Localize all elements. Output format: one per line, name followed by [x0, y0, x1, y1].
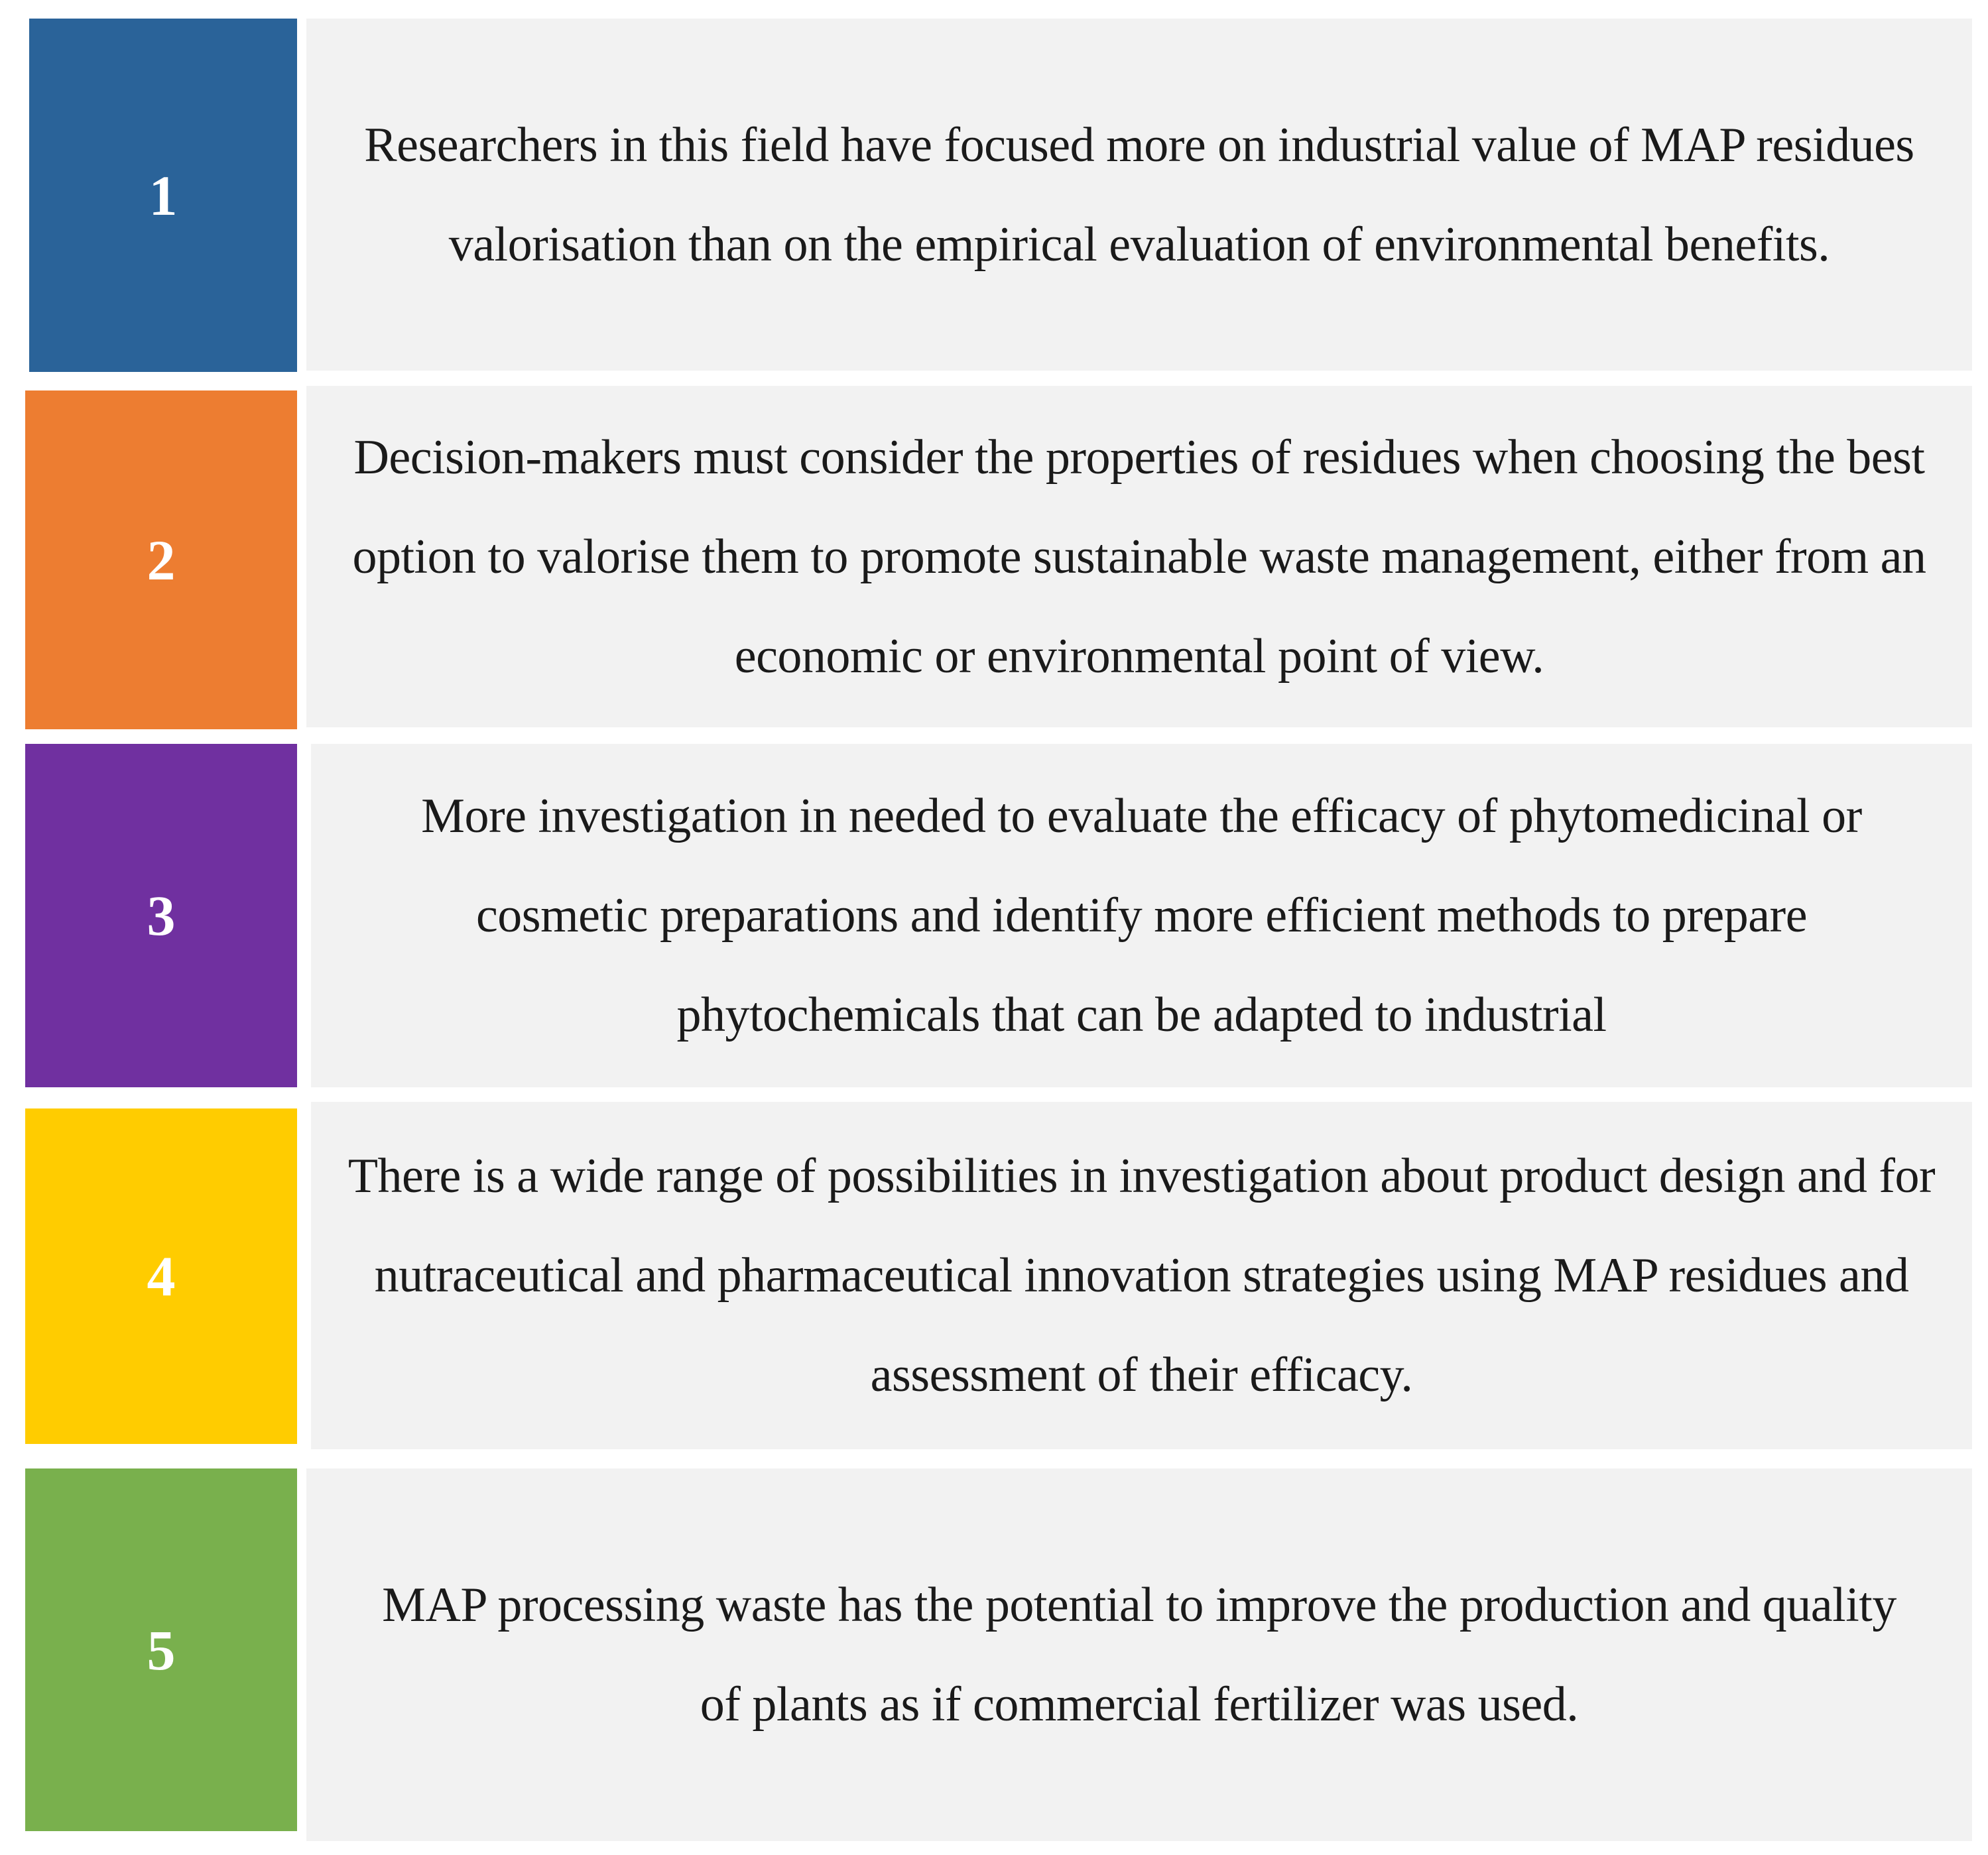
- text-box-1: [306, 19, 1972, 371]
- item-text-4: There is a wide range of possibilities in investigation about product design and for nutraceutical and pharmaceutical innovation strategies using MAP residues and assessment of their efficacy.: [347, 1149, 1936, 1402]
- text-box-5: [306, 1468, 1972, 1841]
- item-text-1: Researchers in this field have focused more on industrial value of MAP residues valorisation than on the empirical evaluation of environmental benefits.: [364, 117, 1914, 272]
- number-box-4: 4: [25, 1108, 297, 1444]
- number-box-5: 5: [25, 1468, 297, 1831]
- item-text-2: Decision-makers must consider the properties of residues when choosing the best option to valorise them to promote sustainable waste management, either from an economic or environmental point of view.: [352, 430, 1926, 684]
- number-box-3: 3: [25, 744, 297, 1087]
- text-box-3: [311, 744, 1972, 1087]
- item-text-3: More investigation in needed to evaluate the efficacy of phytomedicinal or cosmetic preparations and identify more efficient methods to prepare phytochemicals that can be adapted to industrial: [421, 789, 1862, 1042]
- number-box-2: 2: [25, 390, 297, 729]
- item-text-5: MAP processing waste has the potential to improve the production and quality of plants as if commercial fertilizer was used.: [382, 1578, 1896, 1732]
- text-box-2: [306, 386, 1972, 727]
- number-box-1: 1: [29, 19, 297, 372]
- text-box-4: [311, 1102, 1972, 1449]
